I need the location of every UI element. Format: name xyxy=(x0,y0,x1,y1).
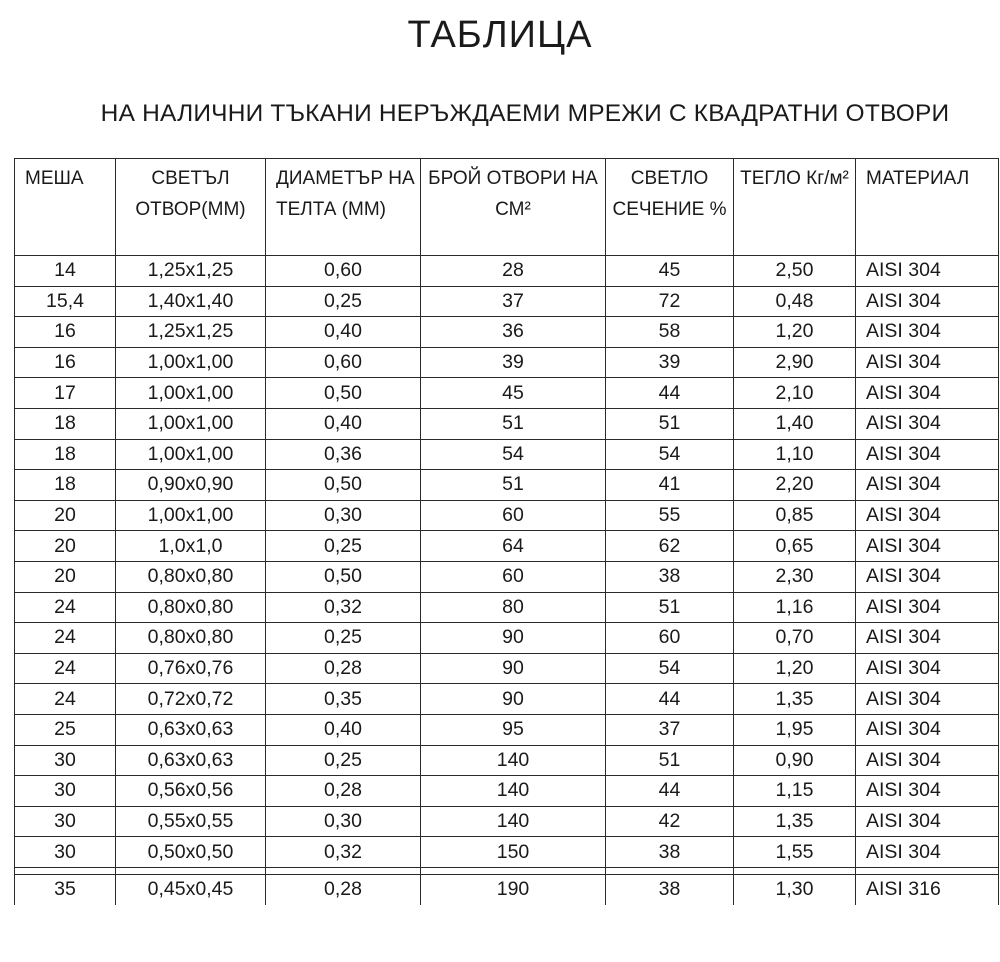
cell-material: AISI 304 xyxy=(856,806,999,837)
cell-open-area: 38 xyxy=(606,837,734,868)
cell-weight: 1,35 xyxy=(734,684,856,715)
cell-openings: 140 xyxy=(421,806,606,837)
gap-cell xyxy=(116,867,266,874)
cell-material: AISI 304 xyxy=(856,684,999,715)
page-subtitle: НА НАЛИЧНИ ТЪКАНИ НЕРЪЖДАЕМИ МРЕЖИ С КВАДРАТНИ ОТВОРИ xyxy=(100,100,950,127)
table-row xyxy=(15,592,999,623)
cell-wire-diameter: 0,28 xyxy=(266,776,421,807)
cell-weight: 1,10 xyxy=(734,439,856,470)
table-row xyxy=(15,684,999,715)
cell-openings: 37 xyxy=(421,286,606,317)
cell-opening: 1,0x1,0 xyxy=(116,531,266,562)
cell-opening: 0,50x0,50 xyxy=(116,837,266,868)
cell-opening: 1,00x1,00 xyxy=(116,408,266,439)
table-header-row xyxy=(15,159,999,256)
cell-material: AISI 304 xyxy=(856,317,999,348)
cell-opening: 1,40x1,40 xyxy=(116,286,266,317)
cell-weight: 1,40 xyxy=(734,408,856,439)
table-row xyxy=(15,745,999,776)
cell-mesh: 16 xyxy=(15,317,116,348)
cell-weight: 0,48 xyxy=(734,286,856,317)
cell-mesh: 20 xyxy=(15,561,116,592)
cell-material: AISI 304 xyxy=(856,837,999,868)
cell-mesh: 30 xyxy=(15,837,116,868)
header-openings-per-cm2: БРОЙ ОТВОРИ НА СМ² xyxy=(421,159,606,256)
cell-openings: 36 xyxy=(421,317,606,348)
cell-wire-diameter: 0,50 xyxy=(266,378,421,409)
cell-openings: 80 xyxy=(421,592,606,623)
gap-cell xyxy=(266,867,421,874)
cell-openings: 90 xyxy=(421,684,606,715)
table-gap-row xyxy=(15,867,999,874)
cell-weight: 1,15 xyxy=(734,776,856,807)
cell-open-area: 58 xyxy=(606,317,734,348)
cell-material: AISI 304 xyxy=(856,378,999,409)
cell-weight: 1,20 xyxy=(734,653,856,684)
cell-openings: 140 xyxy=(421,745,606,776)
table-row xyxy=(15,408,999,439)
cell-material: AISI 304 xyxy=(856,745,999,776)
cell-opening: 1,25x1,25 xyxy=(116,317,266,348)
cell-weight: 2,90 xyxy=(734,347,856,378)
cell-material: AISI 304 xyxy=(856,256,999,287)
cell-weight: 2,50 xyxy=(734,256,856,287)
cell-openings: 140 xyxy=(421,776,606,807)
header-material: МАТЕРИАЛ xyxy=(856,159,999,256)
cell-opening: 0,80x0,80 xyxy=(116,592,266,623)
cell-wire-diameter: 0,25 xyxy=(266,286,421,317)
cell-mesh: 24 xyxy=(15,684,116,715)
cell-opening: 0,90x0,90 xyxy=(116,470,266,501)
cell-opening: 0,63x0,63 xyxy=(116,714,266,745)
cell-opening: 1,00x1,00 xyxy=(116,439,266,470)
cell-open-area: 54 xyxy=(606,439,734,470)
cell-opening: 0,80x0,80 xyxy=(116,561,266,592)
cell-open-area: 54 xyxy=(606,653,734,684)
cell-material: AISI 304 xyxy=(856,439,999,470)
table-row xyxy=(15,286,999,317)
cell-openings: 190 xyxy=(421,874,606,905)
cell-wire-diameter: 0,32 xyxy=(266,837,421,868)
cell-open-area: 51 xyxy=(606,592,734,623)
cell-material: AISI 304 xyxy=(856,470,999,501)
cell-opening: 1,00x1,00 xyxy=(116,347,266,378)
table-row xyxy=(15,623,999,654)
table-row xyxy=(15,714,999,745)
cell-material: AISI 316 xyxy=(856,874,999,905)
cell-wire-diameter: 0,40 xyxy=(266,408,421,439)
cell-opening: 1,00x1,00 xyxy=(116,378,266,409)
cell-mesh: 30 xyxy=(15,776,116,807)
cell-opening: 1,25x1,25 xyxy=(116,256,266,287)
table-row xyxy=(15,256,999,287)
cell-open-area: 60 xyxy=(606,623,734,654)
cell-material: AISI 304 xyxy=(856,714,999,745)
cell-material: AISI 304 xyxy=(856,408,999,439)
table-row xyxy=(15,378,999,409)
cell-mesh: 18 xyxy=(15,439,116,470)
cell-mesh: 18 xyxy=(15,470,116,501)
table-row xyxy=(15,653,999,684)
cell-mesh: 30 xyxy=(15,806,116,837)
cell-open-area: 44 xyxy=(606,776,734,807)
cell-weight: 2,30 xyxy=(734,561,856,592)
cell-material: AISI 304 xyxy=(856,592,999,623)
table-row xyxy=(15,439,999,470)
cell-weight: 0,90 xyxy=(734,745,856,776)
cell-weight: 0,85 xyxy=(734,500,856,531)
cell-mesh: 16 xyxy=(15,347,116,378)
table-row xyxy=(15,531,999,562)
cell-openings: 95 xyxy=(421,714,606,745)
cell-weight: 2,10 xyxy=(734,378,856,409)
cell-mesh: 24 xyxy=(15,623,116,654)
cell-openings: 90 xyxy=(421,623,606,654)
cell-mesh: 14 xyxy=(15,256,116,287)
table-row xyxy=(15,874,999,905)
table-row xyxy=(15,500,999,531)
gap-cell xyxy=(734,867,856,874)
cell-open-area: 72 xyxy=(606,286,734,317)
cell-weight: 1,95 xyxy=(734,714,856,745)
cell-openings: 60 xyxy=(421,561,606,592)
table-row xyxy=(15,347,999,378)
header-weight: ТЕГЛО Кг/м² xyxy=(734,159,856,256)
cell-open-area: 39 xyxy=(606,347,734,378)
cell-mesh: 17 xyxy=(15,378,116,409)
cell-opening: 0,55x0,55 xyxy=(116,806,266,837)
cell-open-area: 51 xyxy=(606,745,734,776)
cell-material: AISI 304 xyxy=(856,286,999,317)
cell-mesh: 24 xyxy=(15,592,116,623)
cell-weight: 1,35 xyxy=(734,806,856,837)
cell-mesh: 24 xyxy=(15,653,116,684)
cell-wire-diameter: 0,60 xyxy=(266,256,421,287)
cell-material: AISI 304 xyxy=(856,347,999,378)
table-row xyxy=(15,561,999,592)
cell-weight: 0,70 xyxy=(734,623,856,654)
cell-wire-diameter: 0,28 xyxy=(266,874,421,905)
cell-opening: 0,63x0,63 xyxy=(116,745,266,776)
header-wire-diameter: ДИАМЕТЪР НА ТЕЛТА (ММ) xyxy=(266,159,421,256)
cell-wire-diameter: 0,30 xyxy=(266,500,421,531)
cell-openings: 45 xyxy=(421,378,606,409)
cell-open-area: 55 xyxy=(606,500,734,531)
cell-wire-diameter: 0,36 xyxy=(266,439,421,470)
table-row xyxy=(15,837,999,868)
cell-wire-diameter: 0,50 xyxy=(266,561,421,592)
cell-wire-diameter: 0,40 xyxy=(266,317,421,348)
cell-open-area: 62 xyxy=(606,531,734,562)
cell-openings: 60 xyxy=(421,500,606,531)
cell-open-area: 41 xyxy=(606,470,734,501)
cell-wire-diameter: 0,25 xyxy=(266,745,421,776)
header-opening: СВЕТЪЛ ОТВОР(ММ) xyxy=(116,159,266,256)
cell-weight: 1,16 xyxy=(734,592,856,623)
gap-cell xyxy=(421,867,606,874)
cell-open-area: 44 xyxy=(606,378,734,409)
cell-open-area: 37 xyxy=(606,714,734,745)
cell-material: AISI 304 xyxy=(856,653,999,684)
cell-openings: 64 xyxy=(421,531,606,562)
cell-material: AISI 304 xyxy=(856,500,999,531)
table-row xyxy=(15,776,999,807)
cell-wire-diameter: 0,32 xyxy=(266,592,421,623)
cell-mesh: 20 xyxy=(15,531,116,562)
cell-opening: 0,56x0,56 xyxy=(116,776,266,807)
cell-weight: 2,20 xyxy=(734,470,856,501)
cell-open-area: 38 xyxy=(606,561,734,592)
cell-opening: 0,72x0,72 xyxy=(116,684,266,715)
page-title: ТАБЛИЦА xyxy=(407,14,593,56)
cell-open-area: 45 xyxy=(606,256,734,287)
table-row xyxy=(15,470,999,501)
cell-open-area: 42 xyxy=(606,806,734,837)
cell-material: AISI 304 xyxy=(856,531,999,562)
cell-wire-diameter: 0,40 xyxy=(266,714,421,745)
cell-weight: 0,65 xyxy=(734,531,856,562)
cell-open-area: 38 xyxy=(606,874,734,905)
cell-opening: 0,80x0,80 xyxy=(116,623,266,654)
gap-cell xyxy=(15,867,116,874)
cell-mesh: 30 xyxy=(15,745,116,776)
cell-open-area: 44 xyxy=(606,684,734,715)
table-row xyxy=(15,806,999,837)
table-body xyxy=(15,256,999,905)
cell-material: AISI 304 xyxy=(856,776,999,807)
cell-mesh: 20 xyxy=(15,500,116,531)
cell-weight: 1,30 xyxy=(734,874,856,905)
cell-wire-diameter: 0,60 xyxy=(266,347,421,378)
gap-cell xyxy=(856,867,999,874)
cell-wire-diameter: 0,50 xyxy=(266,470,421,501)
cell-openings: 150 xyxy=(421,837,606,868)
cell-openings: 39 xyxy=(421,347,606,378)
header-mesh: МЕША xyxy=(15,159,116,256)
cell-material: AISI 304 xyxy=(856,623,999,654)
cell-openings: 28 xyxy=(421,256,606,287)
cell-weight: 1,20 xyxy=(734,317,856,348)
cell-opening: 1,00x1,00 xyxy=(116,500,266,531)
cell-mesh: 15,4 xyxy=(15,286,116,317)
cell-wire-diameter: 0,25 xyxy=(266,531,421,562)
cell-wire-diameter: 0,30 xyxy=(266,806,421,837)
cell-openings: 90 xyxy=(421,653,606,684)
gap-cell xyxy=(606,867,734,874)
cell-opening: 0,76x0,76 xyxy=(116,653,266,684)
cell-opening: 0,45x0,45 xyxy=(116,874,266,905)
cell-mesh: 18 xyxy=(15,408,116,439)
cell-mesh: 35 xyxy=(15,874,116,905)
cell-weight: 1,55 xyxy=(734,837,856,868)
cell-openings: 51 xyxy=(421,470,606,501)
cell-mesh: 25 xyxy=(15,714,116,745)
cell-material: AISI 304 xyxy=(856,561,999,592)
header-open-area: СВЕТЛО СЕЧЕНИЕ % xyxy=(606,159,734,256)
cell-open-area: 51 xyxy=(606,408,734,439)
table-row xyxy=(15,317,999,348)
cell-wire-diameter: 0,25 xyxy=(266,623,421,654)
cell-wire-diameter: 0,28 xyxy=(266,653,421,684)
cell-openings: 51 xyxy=(421,408,606,439)
cell-openings: 54 xyxy=(421,439,606,470)
cell-wire-diameter: 0,35 xyxy=(266,684,421,715)
mesh-table xyxy=(14,158,999,905)
